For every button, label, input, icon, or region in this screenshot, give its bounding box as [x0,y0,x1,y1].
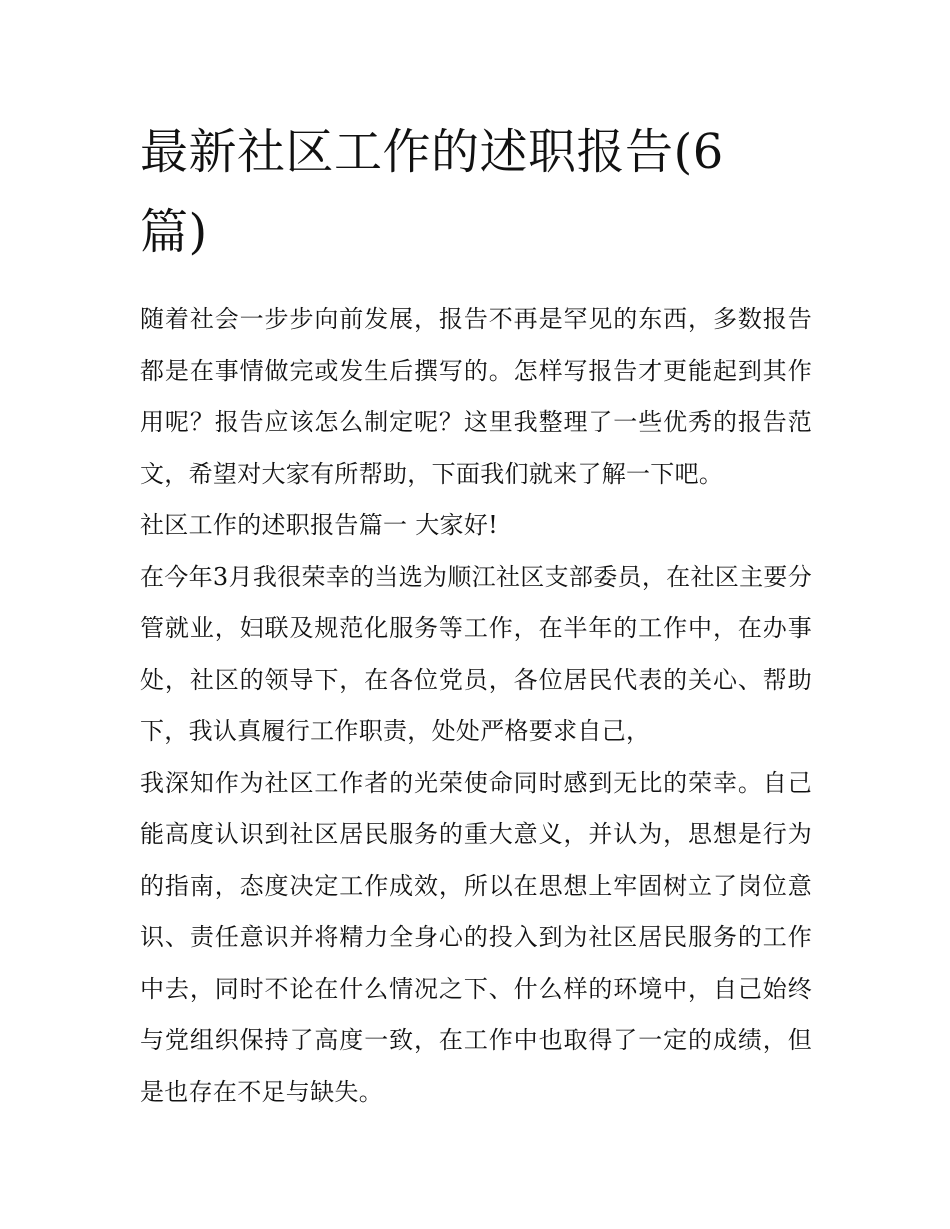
intro-paragraph: 随着社会一步步向前发展，报告不再是罕见的东西，多数报告都是在事情做完或发生后撰写的。怎样写报告才更能起到其作用呢？报告应该怎么制定呢？这里我整理了一些优秀的报告范文，希望对大家有所帮助，下面我们就来了解一下吧。 [140,305,812,488]
document-body [140,112,812,1118]
document-title: 最新社区工作的述职报告(6篇) [140,124,724,260]
body-paragraph: 我深知作为社区工作者的光荣使命同时感到无比的荣幸。自己能高度认识到社区居民服务的重大意义，并认为，思想是行为的指南，态度决定工作成效，所以在思想上牢固树立了岗位意识、责任意识并将精力全身心的投入到为社区居民服务的工作中去，同时不论在什么情况之下、什么样的环境中，自己始终与党组织保持了高度一致，在工作中也取得了一定的成绩，但是也存在不足与缺失。 [140,768,812,1106]
paragraph-list [140,294,812,1118]
section-heading-paragraph: 社区工作的述职报告篇一 大家好! [140,511,499,539]
body-paragraph: 在今年3月我很荣幸的当选为顺江社区支部委员，在社区主要分管就业，妇联及规范化服务等工作，在半年的工作中，在办事处，社区的领导下，在各位党员，各位居民代表的关心、帮助下，我认真履行工作职责，处处严格要求自己， [140,562,812,745]
